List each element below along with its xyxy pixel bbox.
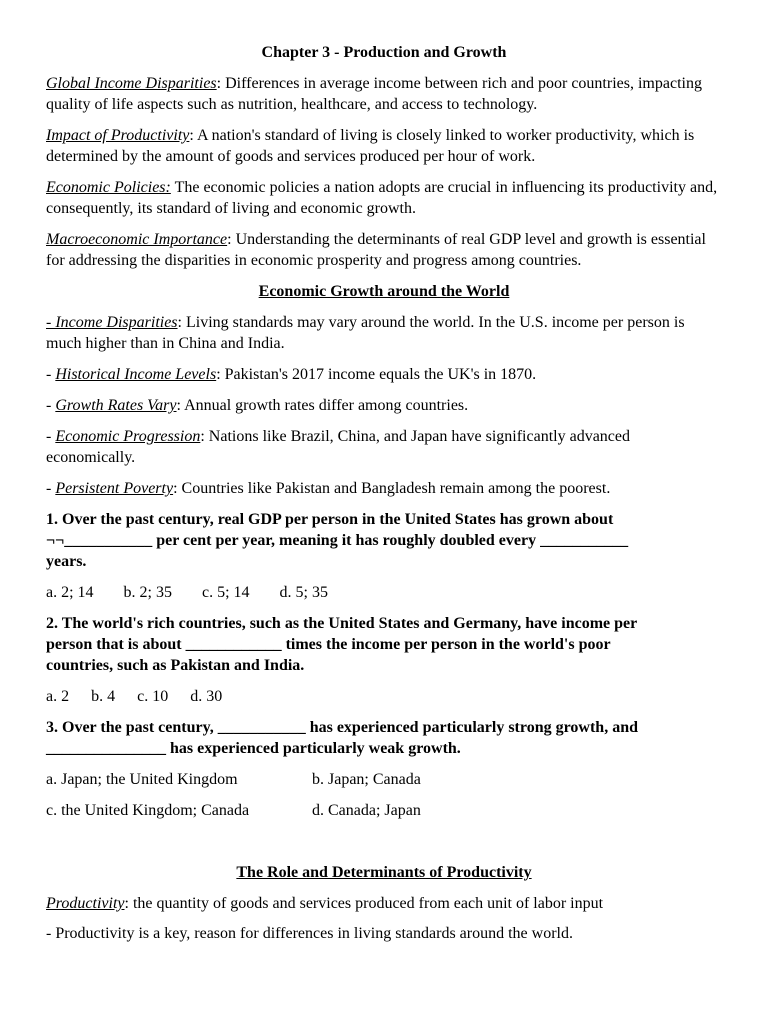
answer-option[interactable]: d. 30 [190, 688, 223, 705]
intro-sep: : [189, 127, 197, 144]
bullet-item [46, 395, 722, 416]
question-2-line: countries, such as Pakistan and India. [46, 657, 305, 674]
chapter-title: Chapter 3 - Production and Growth [261, 44, 507, 61]
question-1-line: 1. Over the past century, real GDP per person in the United States has grown about [46, 511, 614, 528]
answer-option[interactable]: c. 5; 14 [202, 584, 250, 601]
intro-paragraph [46, 125, 722, 167]
question-1-line: ¬¬___________ per cent per year, meaning it has roughly doubled every ___________ [46, 532, 629, 549]
intro-paragraph [46, 229, 722, 271]
answer-option[interactable]: c. the United Kingdom; Canada [46, 802, 250, 819]
intro-term: Impact of Productivity [46, 127, 190, 144]
intro-sep: : [216, 75, 226, 92]
bullet-sep: : [200, 428, 209, 445]
question-3-line: _______________ has experienced particularly weak growth. [46, 740, 461, 757]
bullet-term: Growth Rates Vary [55, 397, 177, 414]
bullet-prefix: - [46, 428, 56, 445]
bullet-prefix: - [46, 480, 56, 497]
answer-option[interactable]: a. 2; 14 [46, 584, 94, 601]
bullet-prefix: - [46, 397, 56, 414]
question-3-line: 3. Over the past century, ___________ has experienced particularly strong growth, and [46, 719, 638, 736]
section-title-productivity: The Role and Determinants of Productivity [236, 864, 532, 881]
question-2-line: person that is about ____________ times the income per person in the world's poor [46, 636, 611, 653]
bullet-text: Pakistan's 2017 income equals the UK's in 1870. [224, 366, 537, 383]
definition-paragraph [46, 893, 722, 914]
answer-option[interactable]: d. Canada; Japan [312, 802, 421, 819]
answer-option[interactable]: a. 2 [46, 688, 70, 705]
question-2-line: 2. The world's rich countries, such as the United States and Germany, have income per [46, 615, 638, 632]
bullet-sep: : [216, 366, 225, 383]
definition-text: the quantity of goods and services produced from each unit of labor input [132, 895, 604, 912]
intro-text: The economic policies a nation adopts are crucial in influencing its productivity and, consequently, its standard of living and economic growth. [46, 179, 718, 217]
intro-paragraph [46, 177, 722, 219]
bullet-prefix: - [46, 366, 56, 383]
intro-text: Differences in average income between rich and poor countries, impacting quality of life aspects such as nutrition, healthcare, and access to technology. [46, 75, 702, 113]
answer-option[interactable]: b. Japan; Canada [312, 771, 421, 788]
bullet-term: Historical Income Levels [55, 366, 217, 383]
closing-line: - Productivity is a key, reason for differences in living standards around the world. [46, 925, 573, 942]
intro-term: Macroeconomic Importance [46, 231, 228, 248]
question-2-options [46, 686, 722, 707]
bullet-text: Nations like Brazil, China, and Japan have significantly advanced economically. [46, 428, 630, 466]
bullet-item [46, 312, 722, 354]
question-2 [46, 613, 722, 676]
question-1-line: years. [46, 553, 87, 570]
question-3-options-row [46, 769, 722, 790]
bullet-item [46, 478, 722, 499]
question-1-options [46, 582, 722, 603]
intro-term: Economic Policies: [46, 179, 171, 196]
question-1 [46, 509, 722, 572]
answer-option[interactable]: b. 4 [91, 688, 116, 705]
answer-option[interactable]: b. 2; 35 [123, 584, 172, 601]
intro-term: Global Income Disparities [46, 75, 217, 92]
bullet-sep: : [173, 480, 182, 497]
intro-paragraph [46, 73, 722, 115]
answer-option[interactable]: c. 10 [137, 688, 169, 705]
definition-term: Productivity [46, 895, 125, 912]
bullet-text: Countries like Pakistan and Bangladesh remain among the poorest. [181, 480, 611, 497]
question-3 [46, 717, 722, 759]
answer-option[interactable]: a. Japan; the United Kingdom [46, 771, 238, 788]
bullet-term: Persistent Poverty [55, 480, 174, 497]
bullet-term: - Income Disparities [46, 314, 178, 331]
bullet-text: Annual growth rates differ among countries. [184, 397, 469, 414]
answer-option[interactable]: d. 5; 35 [279, 584, 328, 601]
bullet-item [46, 426, 722, 468]
bullet-text: Living standards may vary around the world. In the U.S. income per person is much higher than in China and India. [46, 314, 685, 352]
intro-sep: : [227, 231, 236, 248]
intro-text: Understanding the determinants of real GDP level and growth is essential for addressing the disparities in economic prosperity and progress among countries. [46, 231, 706, 269]
intro-text: A nation's standard of living is closely linked to worker productivity, which is determined by the amount of goods and services produced per hour of work. [46, 127, 695, 165]
bullet-sep: : [177, 314, 186, 331]
definition-sep: : [124, 895, 133, 912]
bullet-term: Economic Progression [55, 428, 201, 445]
section-title-growth: Economic Growth around the World [258, 283, 510, 300]
bullet-sep: : [176, 397, 185, 414]
question-3-options-row [46, 800, 722, 821]
bullet-item [46, 364, 722, 385]
